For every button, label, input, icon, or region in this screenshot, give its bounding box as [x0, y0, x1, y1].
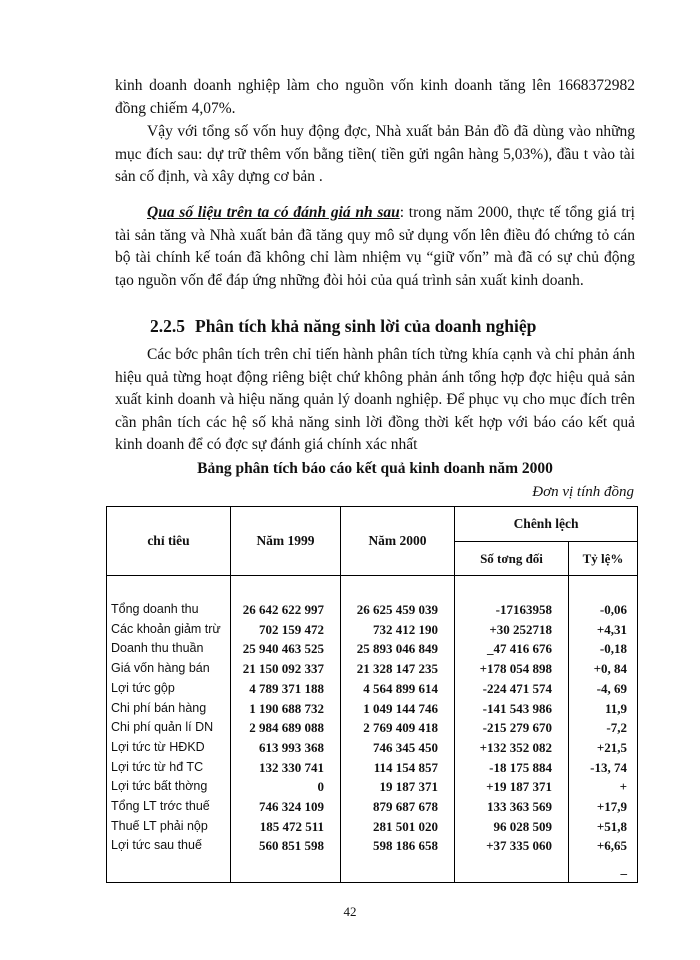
cell-percent-diff: -0,06 [569, 600, 638, 620]
cell-year-1999: 746 324 109 [231, 797, 341, 817]
paragraph-capital-increase: kinh doanh doanh nghiệp làm cho nguồn vốn kinh doanh tăng lên 1668372982 đồng chiếm 4,07%. [115, 77, 635, 117]
paragraph-capital-usage: Vậy với tổng số vốn huy động đợc, Nhà xuất bản Bản đồ đã dùng vào những mục đích sau: dự trữ thêm vốn bằng tiền( tiền gửi ngân hàng 5,03%), đầu t vào tài sản cố định, và xây dựng cơ bản . [115, 123, 635, 186]
cell-year-1999: 560 851 598 [231, 836, 341, 856]
table-row [107, 718, 638, 738]
row-label: Lợi tức từ HĐKD [107, 738, 231, 758]
section-heading [150, 316, 536, 337]
cell-year-1999: 613 993 368 [231, 738, 341, 758]
header-year-1999: Năm 1999 [231, 507, 341, 576]
table-row [107, 639, 638, 659]
cell-absolute-diff: -224 471 574 [455, 679, 569, 699]
cell-year-2000: 26 625 459 039 [341, 600, 455, 620]
cell-percent-diff: -13, 74 [569, 758, 638, 778]
row-label: Tổng LT trớc thuế [107, 797, 231, 817]
cell-absolute-diff: _47 416 676 [455, 639, 569, 659]
cell-percent-diff: -7,2 [569, 718, 638, 738]
cell-percent-diff: +6,65 [569, 836, 638, 856]
cell-year-1999: 2 984 689 088 [231, 718, 341, 738]
section-title: Phân tích khả năng sinh lời của doanh nghiệp [195, 316, 537, 336]
row-label: Chi phí bán hàng [107, 699, 231, 719]
cell-percent-diff: + [569, 777, 638, 797]
cell-percent-diff: +21,5 [569, 738, 638, 758]
table-row [107, 699, 638, 719]
header-difference: Chênh lệch [455, 507, 638, 542]
page-number: 42 [343, 904, 357, 919]
cell-percent-diff: +4,31 [569, 620, 638, 640]
cell-absolute-diff: +30 252718 [455, 620, 569, 640]
cell-year-2000: 21 328 147 235 [341, 659, 455, 679]
cell-year-1999: 25 940 463 525 [231, 639, 341, 659]
table-row [107, 817, 638, 837]
cell-percent-diff: -0,18 [569, 639, 638, 659]
header-absolute: Số tơng đối [455, 542, 569, 576]
row-label: Thuế LT phải nộp [107, 817, 231, 837]
cell-absolute-diff: +178 054 898 [455, 659, 569, 679]
table-row [107, 777, 638, 797]
cell-year-1999: 4 789 371 188 [231, 679, 341, 699]
table-row [107, 836, 638, 856]
cell-absolute-diff: +37 335 060 [455, 836, 569, 856]
table-tail-mark: _ [569, 856, 638, 883]
table-row [107, 738, 638, 758]
row-label: Các khoản giảm trừ [107, 620, 231, 640]
cell-year-2000: 732 412 190 [341, 620, 455, 640]
section-number: 2.2.5 [150, 316, 185, 336]
cell-absolute-diff: 133 363 569 [455, 797, 569, 817]
cell-absolute-diff: +132 352 082 [455, 738, 569, 758]
cell-year-1999: 185 472 511 [231, 817, 341, 837]
cell-year-2000: 2 769 409 418 [341, 718, 455, 738]
cell-year-1999: 1 190 688 732 [231, 699, 341, 719]
cell-absolute-diff: -17163958 [455, 600, 569, 620]
row-label: Giá vốn hàng bán [107, 659, 231, 679]
table-row [107, 600, 638, 620]
cell-absolute-diff: -18 175 884 [455, 758, 569, 778]
cell-year-2000: 879 687 678 [341, 797, 455, 817]
cell-year-2000: 598 186 658 [341, 836, 455, 856]
cell-absolute-diff: 96 028 509 [455, 817, 569, 837]
cell-year-2000: 114 154 857 [341, 758, 455, 778]
cell-year-1999: 21 150 092 337 [231, 659, 341, 679]
cell-year-1999: 702 159 472 [231, 620, 341, 640]
row-label: Chi phí quản lí DN [107, 718, 231, 738]
cell-year-2000: 281 501 020 [341, 817, 455, 837]
paragraph-assessment [115, 202, 635, 292]
header-year-2000: Năm 2000 [341, 507, 455, 576]
cell-percent-diff: -4, 69 [569, 679, 638, 699]
table-row [107, 797, 638, 817]
row-label: Lợi tức bất thờng [107, 777, 231, 797]
cell-percent-diff: +51,8 [569, 817, 638, 837]
table-row [107, 679, 638, 699]
table-row [107, 758, 638, 778]
table-title: Bảng phân tích báo cáo kết quả kinh doanh năm 2000 [197, 460, 553, 477]
assessment-lead: Qua số liệu trên ta có đánh giá nh sau [147, 204, 400, 221]
row-label: Lợi tức gộp [107, 679, 231, 699]
cell-year-2000: 4 564 899 614 [341, 679, 455, 699]
table-row [107, 659, 638, 679]
header-percent: Tỷ lệ% [569, 542, 638, 576]
table-row [107, 620, 638, 640]
cell-year-1999: 0 [231, 777, 341, 797]
cell-year-1999: 26 642 622 997 [231, 600, 341, 620]
cell-percent-diff: 11,9 [569, 699, 638, 719]
row-label: Doanh thu thuần [107, 639, 231, 659]
row-label: Lợi tức sau thuế [107, 836, 231, 856]
row-label: Tổng doanh thu [107, 600, 231, 620]
cell-year-2000: 25 893 046 849 [341, 639, 455, 659]
header-indicator: chỉ tiêu [107, 507, 231, 576]
cell-year-2000: 19 187 371 [341, 777, 455, 797]
cell-percent-diff: +17,9 [569, 797, 638, 817]
cell-year-2000: 1 049 144 746 [341, 699, 455, 719]
cell-absolute-diff: +19 187 371 [455, 777, 569, 797]
assessment-body: : trong năm 2000, thực tế tổng giá trị tài sản tăng và Nhà xuất bản đã tăng quy mô sử dụng vốn lên điều đó chứng tỏ cán bộ tài chính kế toán đã không chỉ làm nhiệm vụ “giữ vốn” mà đã có sự chủ động tạo nguồn vốn để đáp ứng những đòi hỏi của quá trình sản xuất kinh doanh. [115, 204, 635, 289]
cell-year-1999: 132 330 741 [231, 758, 341, 778]
paragraph-profitability-intro: Các bớc phân tích trên chỉ tiến hành phân tích từng khía cạnh và chỉ phản ánh hiệu quả từng hoạt động riêng biệt chứ không phản ánh tổng hợp đợc hiệu quả sản xuất kinh doanh và hiệu năng quản lý doanh nghiệp. Để phục vụ cho mục đích trên cần phân tích các hệ số khả năng sinh lời đồng thời kết hợp với báo cáo kết quả kinh doanh để có đợc sự đánh giá chính xác nhất [115, 346, 635, 454]
cell-year-2000: 746 345 450 [341, 738, 455, 758]
cell-absolute-diff: -215 279 670 [455, 718, 569, 738]
row-label: Lợi tức từ hđ TC [107, 758, 231, 778]
table-unit: Đơn vị tính đồng [532, 484, 634, 500]
cell-absolute-diff: -141 543 986 [455, 699, 569, 719]
cell-percent-diff: +0, 84 [569, 659, 638, 679]
income-statement-table [106, 506, 638, 883]
